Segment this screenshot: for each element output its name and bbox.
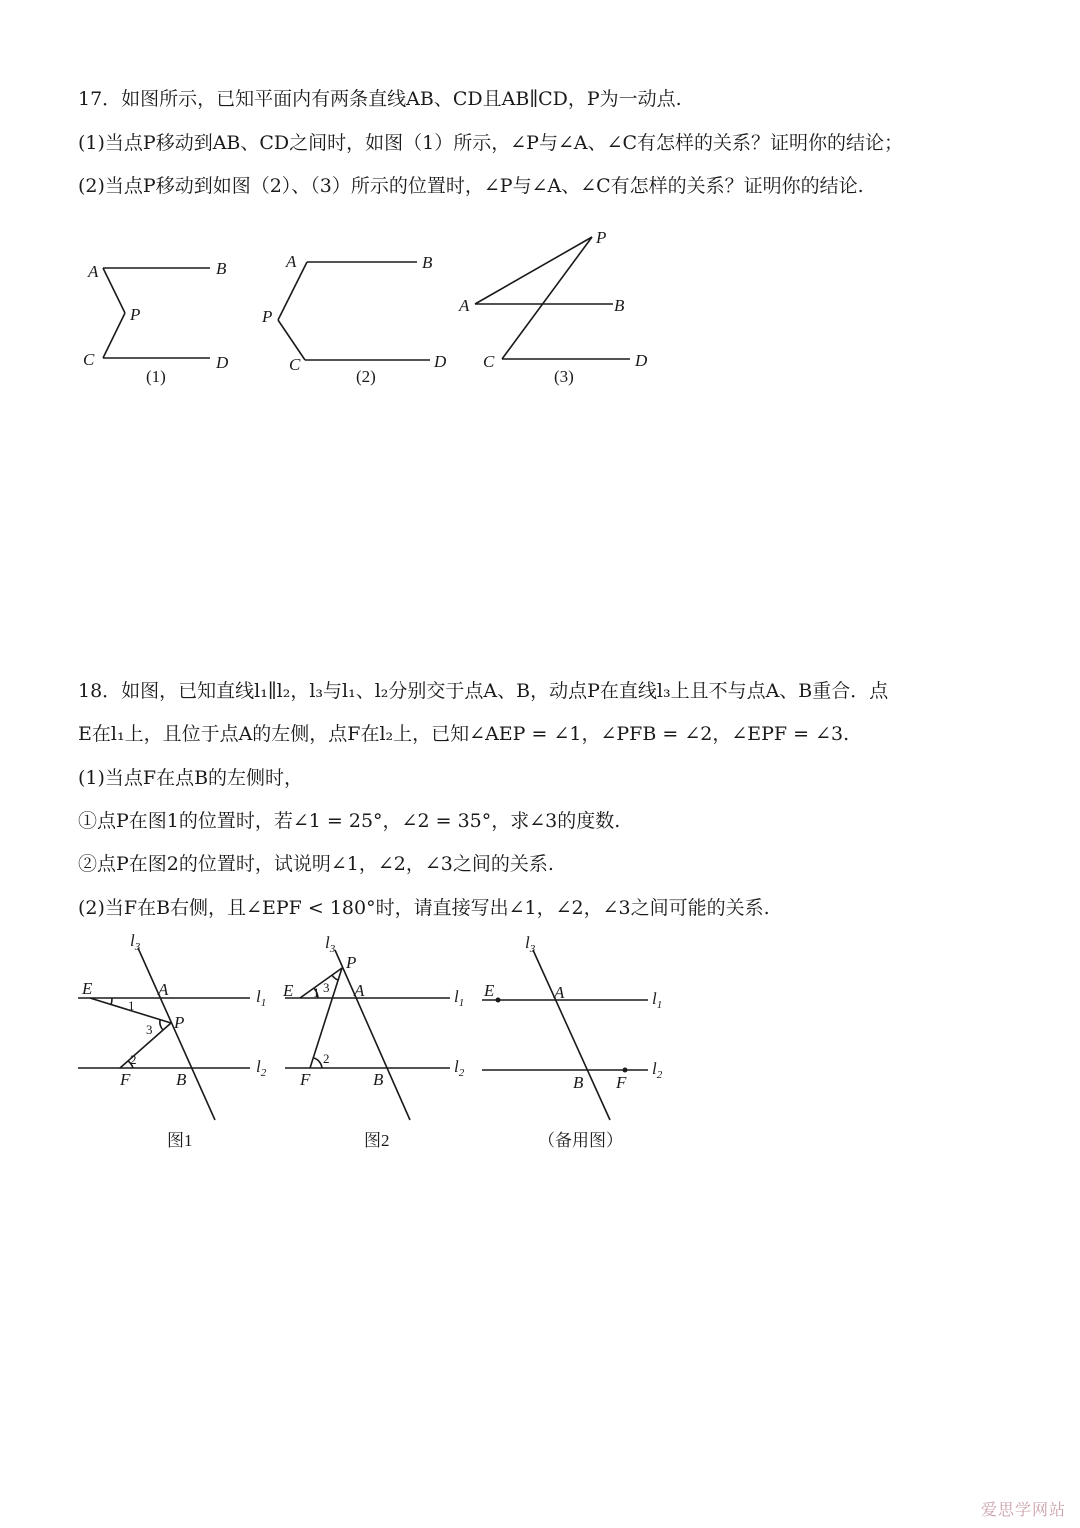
q17-fig2-label-p: P bbox=[262, 307, 273, 326]
q17-stem: 17．如图所示，已知平面内有两条直线AB、CD且AB∥CD，P为一动点. bbox=[78, 88, 682, 110]
q18-stem-line2: E在l₁上，且位于点A的左侧，点F在l₂上，已知∠AEP = ∠1，∠PFB = ∠2，∠EPF = ∠3. bbox=[78, 723, 850, 745]
q18-fig2-angle2-label: 2 bbox=[323, 1051, 330, 1066]
q18-fig2-label-a: A bbox=[354, 981, 365, 1000]
q18-fig1-label-l1: $l_1$ bbox=[256, 987, 267, 1009]
q18-fig2-angle3-label: 3 bbox=[323, 980, 330, 995]
q17-fig2-caption: (2) bbox=[356, 367, 376, 386]
q17-fig2 bbox=[261, 252, 447, 386]
q18-fig1-label-a: A bbox=[158, 980, 169, 999]
q18-part2: (2)当F在B右侧，且∠EPF < 180°时，请直接写出∠1，∠2，∠3之间可能的关系. bbox=[78, 897, 770, 919]
q17-fig1-segment-ap bbox=[103, 268, 125, 313]
q17-fig1-label-b: B bbox=[216, 259, 227, 278]
q18-fig2-label-f: F bbox=[300, 1070, 311, 1089]
q17-part1: (1)当点P移动到AB、CD之间时，如图（1）所示，∠P与∠A、∠C有怎样的关系？证明你的结论； bbox=[78, 132, 904, 154]
q18-fig1-angle3-label: 3 bbox=[146, 1022, 153, 1037]
q18-fig1-label-b: B bbox=[176, 1070, 187, 1089]
q18-fig3-label-f: F bbox=[616, 1073, 627, 1092]
q18-fig3-line-l3 bbox=[533, 950, 610, 1120]
q17-fig2-label-b: B bbox=[422, 253, 433, 272]
q18-fig3-label-l3: $l_3$ bbox=[525, 933, 536, 955]
q18-fig1-label-l3: $l_3$ bbox=[130, 931, 141, 953]
q18-fig2-segment-ep bbox=[300, 968, 342, 998]
q17-fig1-segment-pc bbox=[103, 313, 125, 358]
q18-fig1 bbox=[78, 931, 267, 1150]
q17-fig3-label-b: B bbox=[614, 296, 625, 315]
q17-fig3-segment-pc bbox=[502, 237, 592, 359]
q17-fig2-label-c: C bbox=[289, 355, 301, 374]
q17-fig1-caption: (1) bbox=[146, 367, 166, 386]
q18-fig1-label-f: F bbox=[120, 1070, 131, 1089]
q17-fig2-label-a: A bbox=[286, 252, 297, 271]
q18-fig3-point-f bbox=[623, 1068, 628, 1073]
q18-fig2-angle2-arc bbox=[314, 1058, 322, 1068]
q18-fig3-label-e: E bbox=[484, 981, 495, 1000]
q18-fig3-label-l1: $l_1$ bbox=[652, 989, 663, 1011]
q18-fig2-label-l3: $l_3$ bbox=[325, 933, 336, 955]
q18-fig1-angle1-label: 1 bbox=[128, 998, 135, 1013]
q18-fig1-label-p: P bbox=[174, 1013, 185, 1032]
q17-fig1-label-c: C bbox=[83, 350, 95, 369]
q18-figures bbox=[70, 930, 690, 1160]
q18-fig2-caption: 图2 bbox=[364, 1131, 390, 1150]
q17-fig2-label-d: D bbox=[434, 352, 447, 371]
q18-fig2-angle3-arc bbox=[332, 975, 338, 980]
q18-fig1-angle1-arc bbox=[111, 998, 112, 1005]
q18-fig2-label-p: P bbox=[346, 953, 357, 972]
watermark: 爱思学网站 bbox=[980, 1500, 1066, 1519]
q17-fig3-label-d: D bbox=[635, 351, 648, 370]
q18-fig2-label-e: E bbox=[283, 981, 294, 1000]
q17-fig3-label-p: P bbox=[596, 228, 607, 247]
q18-fig1-label-l2: $l_2$ bbox=[256, 1057, 267, 1079]
q18-fig3-label-b: B bbox=[573, 1073, 584, 1092]
q17-fig2-segment-pc bbox=[278, 320, 305, 360]
q17-part2: (2)当点P移动到如图（2）、（3）所示的位置时，∠P与∠A、∠C有怎样的关系？证明你的结论. bbox=[78, 175, 864, 197]
q17-fig1-label-d: D bbox=[216, 353, 229, 372]
q17-fig3-segment-ap bbox=[475, 237, 592, 304]
q18-fig1-angle2-label: 2 bbox=[130, 1052, 137, 1067]
q18-fig2-label-l1: $l_1$ bbox=[454, 987, 465, 1009]
q18-fig3-label-a: A bbox=[554, 983, 565, 1002]
q18-part1-a: ①点P在图1的位置时，若∠1 = 25°，∠2 = 35°，求∠3的度数. bbox=[78, 810, 621, 832]
q17-fig3-caption: (3) bbox=[554, 367, 574, 386]
q18-fig1-caption: 图1 bbox=[167, 1131, 193, 1150]
q18-stem-line1: 18．如图，已知直线l₁∥l₂，l₃与l₁、l₂分别交于点A、B，动点P在直线l₃上且不与点A、B重合．点 bbox=[78, 680, 889, 702]
q17-fig3-label-a: A bbox=[459, 296, 470, 315]
q18-fig1-label-e: E bbox=[82, 979, 93, 998]
q18-fig2-label-l2: $l_2$ bbox=[454, 1057, 465, 1079]
q18-fig2 bbox=[282, 933, 465, 1150]
q18-fig3-point-e bbox=[496, 998, 501, 1003]
q18-fig2-label-b: B bbox=[373, 1070, 384, 1089]
q18-fig1-angle3-arc bbox=[160, 1020, 163, 1030]
q18-fig3 bbox=[482, 933, 663, 1150]
q18-fig3-caption: （备用图） bbox=[538, 1131, 623, 1150]
q18-part1: (1)当点F在点B的左侧时， bbox=[78, 767, 304, 789]
q17-fig1-label-a: A bbox=[88, 262, 99, 281]
q17-figures bbox=[70, 225, 670, 395]
q17-fig3 bbox=[458, 228, 648, 386]
q18-fig3-label-l2: $l_2$ bbox=[652, 1059, 663, 1081]
q18-fig2-line-l3 bbox=[335, 950, 410, 1120]
q18-fig2-angle1-label: 1 bbox=[313, 985, 320, 1000]
q17-fig1-label-p: P bbox=[130, 305, 141, 324]
q17-fig3-label-c: C bbox=[483, 352, 495, 371]
q18-part1-b: ②点P在图2的位置时，试说明∠1，∠2，∠3之间的关系. bbox=[78, 853, 554, 875]
q17-fig1 bbox=[83, 259, 229, 386]
